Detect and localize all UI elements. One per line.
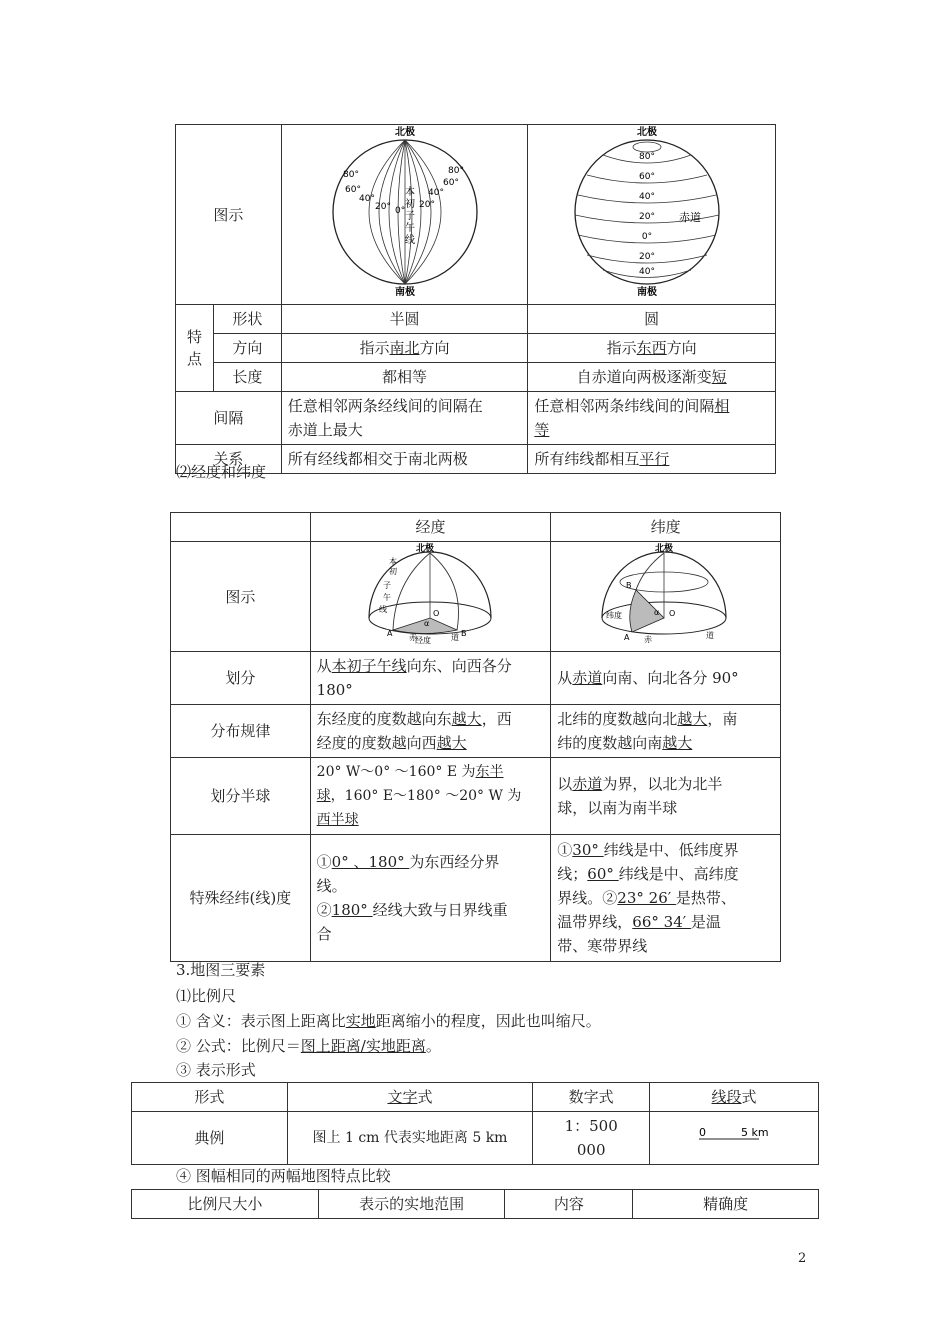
- scale-bar: [689, 1124, 779, 1146]
- example-label: 典例: [132, 1112, 288, 1165]
- meridian-left-label: 80°: [342, 170, 359, 180]
- equator-label: 赤道: [678, 211, 701, 224]
- meridian-north-label: 北极: [394, 127, 415, 138]
- latitude-hemisphere-diagram: [596, 542, 736, 644]
- latitude-diagram-cell: [551, 542, 781, 652]
- col-latitude: 纬度: [551, 513, 781, 542]
- prime-meridian-char: 线: [404, 235, 415, 246]
- lon-a-label: A: [387, 629, 393, 638]
- meridian-interval: 任意相邻两条经线间的间隔在 赤道上最大: [281, 392, 528, 445]
- number-example: 1：500 000: [533, 1112, 650, 1165]
- prime-meridian-char: 初: [404, 199, 415, 210]
- compare-title: ④ 图幅相同的两幅地图特点比较: [176, 1167, 391, 1185]
- prime-meridian-char: 子: [404, 211, 415, 222]
- prime-meridian-char: 本: [404, 187, 415, 198]
- lat-north-label: 北极: [654, 544, 673, 554]
- line-segment-example: [650, 1112, 819, 1165]
- map-compare-table: [131, 1189, 819, 1219]
- meridian-globe-diagram: [325, 125, 485, 297]
- lat-a-label: A: [623, 633, 630, 642]
- heading-longitude-latitude: ⑵经度和纬度: [176, 463, 267, 481]
- h-precision: 精确度: [633, 1190, 819, 1219]
- row-diagram-label: 图示: [171, 542, 311, 652]
- length-label: 长度: [213, 363, 281, 392]
- latitude-special: ①30° 纬线是中、低纬度界 线；60° 纬线是中、高纬度 界线。②23° 26′ 是热带、 温带界线，66° 34′ 是温 带、寒带界线: [551, 835, 781, 962]
- lat-alpha-label: α: [653, 608, 659, 617]
- parallel-label: 20°: [638, 252, 655, 262]
- section3-title: 3.地图三要素: [176, 961, 266, 979]
- division-label: 划分: [171, 652, 311, 705]
- parallel-label: 20°: [638, 212, 655, 222]
- lon-prime-char: 线: [379, 605, 388, 614]
- meridian-right-label: 60°: [442, 178, 459, 188]
- scale-bar-zero: 0: [699, 1125, 707, 1139]
- longitude-division: 从本初子午线向东、向西各分 180°: [310, 652, 551, 705]
- meridian-left-label: 60°: [344, 185, 361, 195]
- distribution-label: 分布规律: [171, 705, 311, 758]
- parallel-direction: 指示东西方向: [528, 334, 776, 363]
- hemisphere-label: 划分半球: [171, 758, 311, 835]
- meridian-south-label: 南极: [394, 287, 415, 297]
- scale-meaning: ① 含义：表示图上距离比实地距离缩小的程度，因此也叫缩尺。: [176, 1012, 601, 1030]
- longitude-diagram-cell: [310, 542, 551, 652]
- latitude-hemisphere: 以赤道为界，以北为北半 球，以南为南半球: [551, 758, 781, 835]
- parallel-diagram-cell: [528, 125, 776, 305]
- parallel-north-label: 北极: [636, 127, 657, 138]
- lon-prime-char: 本: [389, 557, 398, 566]
- h-content: 内容: [505, 1190, 633, 1219]
- longitude-special: ①0° 、180° 为东西经分界 线。 ②180° 经线大致与日界线重 合: [310, 835, 551, 962]
- text-example: 图上 1 cm 代表实地距离 5 km: [287, 1112, 533, 1165]
- scale-forms-table: [131, 1082, 819, 1165]
- feature-group-label: 特 点: [176, 305, 214, 392]
- h-number-form: 数字式: [533, 1083, 650, 1112]
- lon-equator-char: 赤: [409, 633, 418, 642]
- meridian-direction: 指示南北方向: [281, 334, 528, 363]
- page-number: 2: [798, 1251, 807, 1266]
- h-form: 形式: [132, 1083, 288, 1112]
- h-line-form: 线段式: [650, 1083, 819, 1112]
- special-label: 特殊经纬(线)度: [171, 835, 311, 962]
- header-empty: [171, 513, 311, 542]
- lon-prime-char: 午: [383, 593, 392, 602]
- lon-alpha-label: α: [424, 619, 430, 628]
- parallel-label: 60°: [638, 172, 655, 182]
- lon-prime-char: 子: [383, 581, 392, 590]
- interval-label: 间隔: [176, 392, 282, 445]
- lat-equator-char: 赤: [643, 635, 652, 644]
- lat-degree-label: 纬度: [605, 611, 622, 620]
- longitude-hemisphere: 20° W～0° ～160° E 为东半 球，160° E～180° ～20° W 为 西半球: [310, 758, 551, 835]
- meridian-shape: 半圆: [281, 305, 528, 334]
- lat-equator-char: 道: [705, 631, 714, 640]
- parallel-label: 0°: [641, 232, 652, 242]
- parallel-shape: 圆: [528, 305, 776, 334]
- parallel-interval: 任意相邻两条纬线间的间隔相 等: [528, 392, 776, 445]
- lon-equator-char: 道: [451, 633, 460, 642]
- longitude-hemisphere-diagram: [365, 542, 495, 644]
- relation-label: 关系: [176, 445, 282, 474]
- direction-label: 方向: [213, 334, 281, 363]
- scale-subheading: ⑴比例尺: [176, 987, 237, 1005]
- meridian-left-label: 20°: [374, 202, 391, 212]
- meridian-left-label: 40°: [358, 194, 375, 204]
- parallel-globe-diagram: [567, 125, 737, 297]
- scale-formula: ② 公式：比例尺＝图上距离/实地距离。: [176, 1037, 441, 1055]
- longitude-latitude-table: [170, 512, 781, 962]
- scale-bar-end: 5 km: [741, 1125, 769, 1139]
- meridian-right-label: 20°: [418, 200, 435, 210]
- parallel-label: 80°: [638, 152, 655, 162]
- lon-b-label: B: [461, 629, 467, 638]
- latitude-distribution: 北纬的度数越向北越大，南 纬的度数越向南越大: [551, 705, 781, 758]
- scale-forms-title: ③ 表示形式: [176, 1061, 256, 1079]
- h-range: 表示的实地范围: [318, 1190, 505, 1219]
- lon-prime-char: 初: [389, 567, 398, 576]
- latitude-division: 从赤道向南、向北各分 90°: [551, 652, 781, 705]
- lon-degree-label: 经度: [415, 636, 432, 644]
- lat-o-label: O: [668, 609, 675, 618]
- prime-meridian-char: 午: [404, 223, 415, 234]
- meridian-length: 都相等: [281, 363, 528, 392]
- longitude-distribution: 东经度的度数越向东越大，西 经度的度数越向西越大: [310, 705, 551, 758]
- meridian-relation: 所有经线都相交于南北两极: [281, 445, 528, 474]
- shape-label: 形状: [213, 305, 281, 334]
- lat-b-label: B: [625, 581, 632, 590]
- col-longitude: 经度: [310, 513, 551, 542]
- lon-o-label: O: [433, 609, 440, 618]
- h-scale-size: 比例尺大小: [132, 1190, 319, 1219]
- parallel-south-label: 南极: [636, 287, 657, 297]
- parallel-relation: 所有纬线都相互平行: [528, 445, 776, 474]
- h-text-form: 文字式: [287, 1083, 533, 1112]
- parallel-length: 自赤道向两极逐渐变短: [528, 363, 776, 392]
- row-label-diagram: 图示: [176, 125, 282, 305]
- meridian-right-label: 80°: [447, 166, 464, 176]
- meridian-parallel-table: [175, 124, 776, 474]
- meridian-center-label: 0°: [394, 206, 405, 216]
- parallel-label: 40°: [638, 192, 655, 202]
- parallel-label: 40°: [638, 267, 655, 277]
- meridian-diagram-cell: [281, 125, 528, 305]
- lon-north-label: 北极: [416, 544, 435, 554]
- meridian-right-label: 40°: [427, 188, 444, 198]
